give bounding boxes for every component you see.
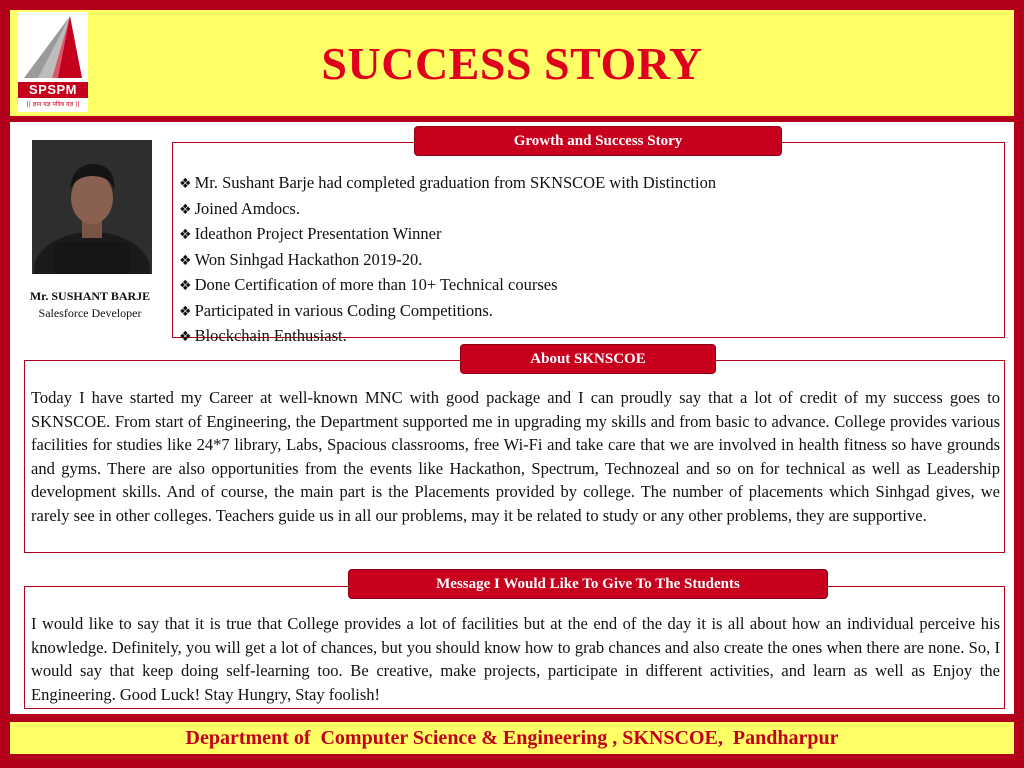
diamond-bullet-icon: ❖ xyxy=(179,329,192,345)
header-banner xyxy=(10,10,1014,116)
about-text: Today I have started my Career at well-known MNC with good package and I can proudly say that a lot of credit of my success goes to SKNSCOE. From start of Engineering, the Department supported me in upgrading my skills and from basic to advance. College provides various facilities for studies like 24*7 library, Labs, Spacious classrooms, free Wi-Fi and take care that we are involved in health fitness so have grounds and gyms. There are also opportunities from the events like Hackathon, Spectrum, Technozeal and so on for technical as well as Leadership development skills. And of course, the main part is the Placements provided by college. The number of placements which Sinhgad gives, we rarely see in other colleges. Teachers guide us in all our problems, may it be related to study or any other problems, they are supportive. xyxy=(31,388,1000,525)
diamond-bullet-icon: ❖ xyxy=(179,227,192,243)
message-heading: Message I Would Like To Give To The Students xyxy=(348,569,828,599)
logo-text: SPSPM xyxy=(18,82,88,98)
person-name: Mr. SUSHANT BARJE xyxy=(29,289,151,303)
footer-banner: Department of Computer Science & Engineering , SKNSCOE, Pandharpur xyxy=(10,722,1014,754)
diamond-bullet-icon: ❖ xyxy=(179,176,192,192)
growth-heading: Growth and Success Story xyxy=(414,126,782,156)
growth-item: ❖ Ideathon Project Presentation Winner xyxy=(179,224,442,243)
profile-photo xyxy=(32,140,152,274)
growth-item: ❖ Won Sinhgad Hackathon 2019-20. xyxy=(179,249,423,269)
growth-list xyxy=(179,171,716,350)
main-content xyxy=(10,122,1014,714)
growth-item: ❖ Participated in various Coding Competitions. xyxy=(179,300,493,320)
about-section xyxy=(24,360,1005,553)
growth-item: ❖ Joined Amdocs. xyxy=(179,198,300,218)
growth-section xyxy=(172,142,1005,345)
growth-item: ❖ Mr. Sushant Barje had completed graduation from SKNSCOE with Distinction xyxy=(179,173,717,192)
diamond-bullet-icon: ❖ xyxy=(179,303,192,320)
about-heading: About SKNSCOE xyxy=(460,344,716,374)
diamond-bullet-icon: ❖ xyxy=(179,252,192,269)
message-section xyxy=(24,586,1005,709)
diamond-bullet-icon: ❖ xyxy=(179,278,192,294)
message-text: I would like to say that it is true that College provides a lot of facilities but at the end of the day it is all about how an individual perceive his knowledge. Definitely, you will get a lot of chances, but you should know how to grab chances and also create the ones when there are none. So, I would say that keep doing self-learning too. Be creative, make projects, participate in different activities, and learn as well as Enjoy the Engineering. Good Luck! Stay Hungry, Stay foolish! xyxy=(31,614,1000,704)
page-title: SUCCESS STORY xyxy=(321,38,703,89)
growth-item: ❖ Done Certification of more than 10+ Technical courses xyxy=(179,275,558,294)
profile-photo-icon xyxy=(32,140,152,274)
logo-motto: || ज्ञान यज्ञ पवित्र यज्ञ || xyxy=(26,101,80,108)
growth-item: ❖ Blockchain Enthusiast. xyxy=(179,326,347,345)
diamond-bullet-icon: ❖ xyxy=(179,201,192,218)
person-role: Salesforce Developer xyxy=(38,306,142,320)
